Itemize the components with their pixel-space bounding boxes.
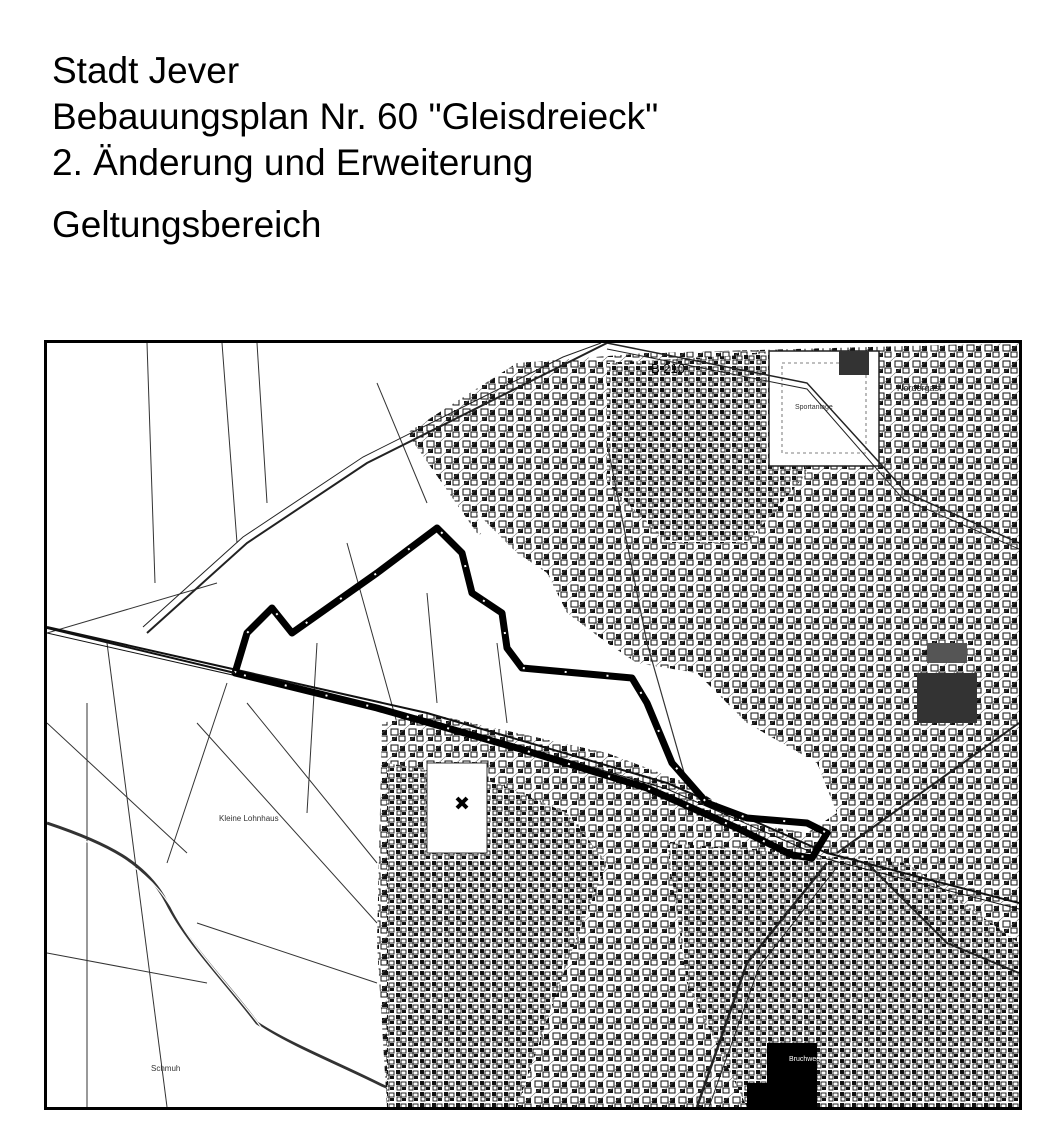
urban-areas (377, 343, 1019, 1107)
label-sportanlage: Sportanlage (795, 404, 833, 411)
label-schmuh: Schmuh (151, 1064, 181, 1073)
title-plan: Bebauungsplan Nr. 60 "Gleisdreieck" (52, 96, 659, 137)
label-kleine-loehnhaus: Kleine Lohnhaus (219, 814, 279, 823)
label-bruchweg: Bruchweg (789, 1056, 821, 1063)
map-frame (44, 340, 1022, 1110)
title-city: Stadt Jever (52, 50, 240, 91)
title-block (52, 48, 658, 248)
title-amendment: 2. Änderung und Erweiterung (52, 142, 534, 183)
creek (47, 823, 427, 1107)
label-b210: B 210 (651, 361, 685, 376)
title-scope: Geltungsbereich (52, 204, 322, 245)
label-nordergast: Nordergast (897, 383, 942, 393)
map-svg (47, 343, 1019, 1107)
